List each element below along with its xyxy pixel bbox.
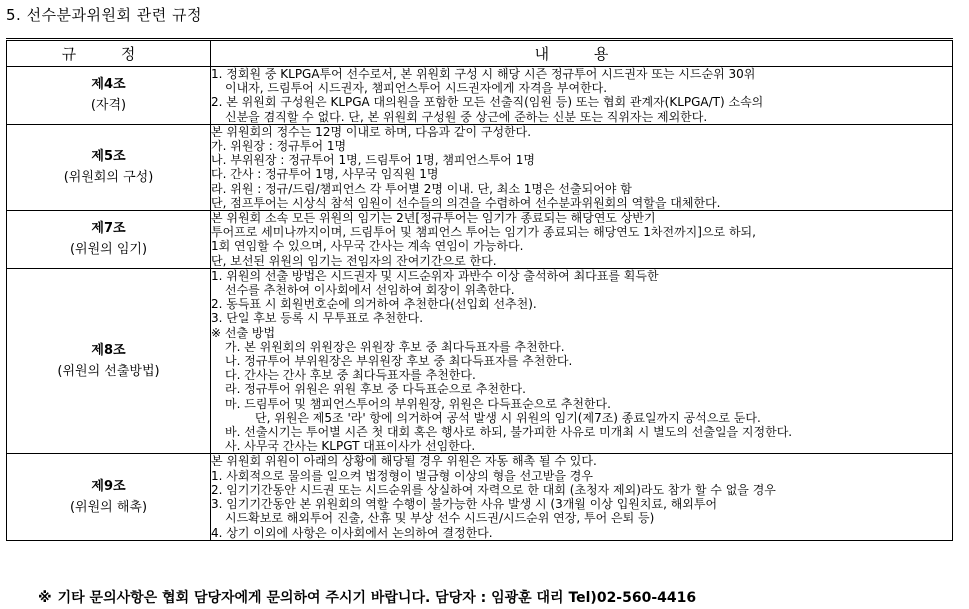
table-header-row [7, 40, 953, 67]
content-cell [211, 211, 953, 269]
article-number: 제4조 [91, 77, 126, 93]
content-line: 선수를 추천하여 이사회에서 선임하여 회장이 위촉한다. [225, 283, 515, 298]
article-cell [7, 211, 211, 269]
header-rule: 규 정 [7, 40, 211, 67]
content-line: 1. 정회원 중 KLPGA투어 선수로서, 본 위원회 구성 시 해당 시즌 정규투어 시드권자 또는 시드순위 30위 [211, 67, 756, 81]
article-cell [7, 124, 211, 210]
article-number: 제7조 [91, 221, 126, 237]
content-line: 라. 위원 : 정규/드림/챔피언스 각 투어별 2명 이내. 단, 최소 1명은 선출되어야 함 [211, 181, 632, 196]
content-line: 본 위원회 소속 모든 위원의 임기는 2년[정규투어는 임기가 종료되는 해당연도 상반기 [211, 211, 656, 226]
content-cell [211, 124, 953, 210]
table-row [7, 124, 953, 210]
table-row [7, 268, 953, 454]
article-subtitle: (위원회의 구성) [63, 170, 154, 186]
content-line: 3. 단일 후보 등록 시 무투표로 추천한다. [211, 311, 424, 326]
table-row [7, 454, 953, 540]
content-line: 본 위원회 위원이 아래의 상황에 해당될 경우 위원은 자동 해촉 될 수 있다. [211, 454, 597, 469]
content-line: 2. 임기기간동안 시드권 또는 시드순위를 상실하여 자력으로 한 대회 (초청자 제외)라도 참가 할 수 없을 경우 [211, 482, 776, 497]
content-line: 단, 점프투어는 시상식 참석 임원이 선수들의 의견을 수렴하여 선수분과위원회의 역할을 대체한다. [211, 195, 721, 210]
contact-note [38, 587, 696, 607]
content-line: 1. 사회적으로 물의를 일으켜 법정형이 벌금형 이상의 형을 선고받을 경우 [211, 468, 593, 483]
content-line: ※ 선출 방법 [211, 325, 276, 340]
article-subtitle: (위원의 임기) [69, 242, 148, 258]
article-cell [7, 67, 211, 125]
article-subtitle: (자격) [90, 98, 127, 114]
content-line: 2. 동득표 시 회원번호순에 의거하여 추천한다(선입회 선추천). [211, 297, 537, 312]
contact-text: 기타 문의사항은 협회 담당자에게 문의하여 주시기 바랍니다. 담당자 : 임광훈 대리 Tel)02-560-4416 [57, 590, 697, 606]
table-row [7, 211, 953, 269]
content-line: 단, 보선된 위원의 임기는 전임자의 잔여기간으로 한다. [211, 253, 497, 268]
content-line: 4. 상기 이외에 사항은 이사회에서 논의하여 결정한다. [211, 525, 493, 540]
content-line: 투어프로 세미나까지이며, 드림투어 및 챔피언스 투어는 임기가 종료되는 해당연도 1차전까지]으로 하되, [211, 225, 756, 240]
article-number: 제8조 [91, 343, 126, 359]
content-line: 1. 위원의 선출 방법은 시드권자 및 시드순위자 과반수 이상 출석하여 최다표를 획득한 [211, 268, 659, 283]
content-line: 이내자, 드림투어 시드권자, 챔피언스투어 시드권자에게 자격을 부여한다. [225, 81, 608, 96]
content-line: 시드확보로 해외투어 진출, 산휴 및 부상 선수 시드권/시드순위 연장, 투어 은퇴 등) [225, 511, 655, 526]
regulation-table [6, 38, 953, 541]
content-line: 1회 연임할 수 있으며, 사무국 간사는 계속 연임이 가능하다. [211, 239, 524, 254]
content-line: 3. 임기기간동안 본 위원회의 역할 수행이 불가능한 사유 발생 시 (3개월 이상 입원치료, 해외투어 [211, 497, 718, 512]
content-line: 본 위원회의 정수는 12명 이내로 하며, 다음과 같이 구성한다. [211, 124, 532, 139]
content-line: 나. 부위원장 : 정규투어 1명, 드림투어 1명, 챔피언스투어 1명 [211, 153, 535, 168]
article-number: 제5조 [91, 149, 126, 165]
article-cell [7, 268, 211, 454]
content-cell [211, 67, 953, 125]
content-line: 가. 본 위원회의 위원장은 위원장 후보 중 최다득표자를 추천한다. [225, 339, 565, 354]
content-line: 다. 간사는 간사 후보 중 최다득표자를 추천한다. [225, 368, 476, 383]
content-line: 바. 선출시기는 투어별 시즌 첫 대회 혹은 행사로 하되, 불가피한 사유로 미개최 시 별도의 선출일을 지정한다. [225, 425, 793, 440]
content-cell [211, 454, 953, 540]
content-line: 단, 위원은 제5조 '라' 항에 의거하여 공석 발생 시 위원의 임기(제7조) 종료일까지 공석으로 둔다. [255, 410, 761, 425]
content-line: 마. 드림투어 및 챔피언스투어의 부위원장, 위원은 다득표순으로 추천한다. [225, 396, 611, 411]
content-line: 사. 사무국 간사는 KLPGT 대표이사가 선임한다. [225, 439, 476, 454]
content-line: 2. 본 위원회 구성원은 KLPGA 대의원을 포함한 모든 선출직(임원 등) 또는 협회 관계자(KLPGA/T) 소속의 [211, 95, 764, 110]
content-line: 다. 간사 : 정규투어 1명, 사무국 임직원 1명 [211, 167, 439, 182]
content-line: 신분을 겸직할 수 없다. 단, 본 위원회 구성원 중 상근에 준하는 신분 또는 직위자는 제외한다. [225, 109, 708, 124]
table-row [7, 67, 953, 125]
article-cell [7, 454, 211, 540]
content-cell [211, 268, 953, 454]
header-content: 내 용 [211, 40, 953, 67]
content-line: 나. 정규투어 부위원장은 부위원장 후보 중 최다득표자를 추천한다. [225, 354, 573, 369]
page-title: 5. 선수분과위원회 관련 규정 [6, 6, 203, 24]
article-number: 제9조 [91, 479, 126, 495]
note-mark: ※ [38, 590, 52, 606]
article-subtitle: (위원의 선출방법) [57, 364, 160, 380]
article-subtitle: (위원의 해촉) [69, 500, 148, 516]
content-line: 가. 위원장 : 정규투어 1명 [211, 139, 347, 154]
content-line: 라. 정규투어 위원은 위원 후보 중 다득표순으로 추천한다. [225, 382, 526, 397]
